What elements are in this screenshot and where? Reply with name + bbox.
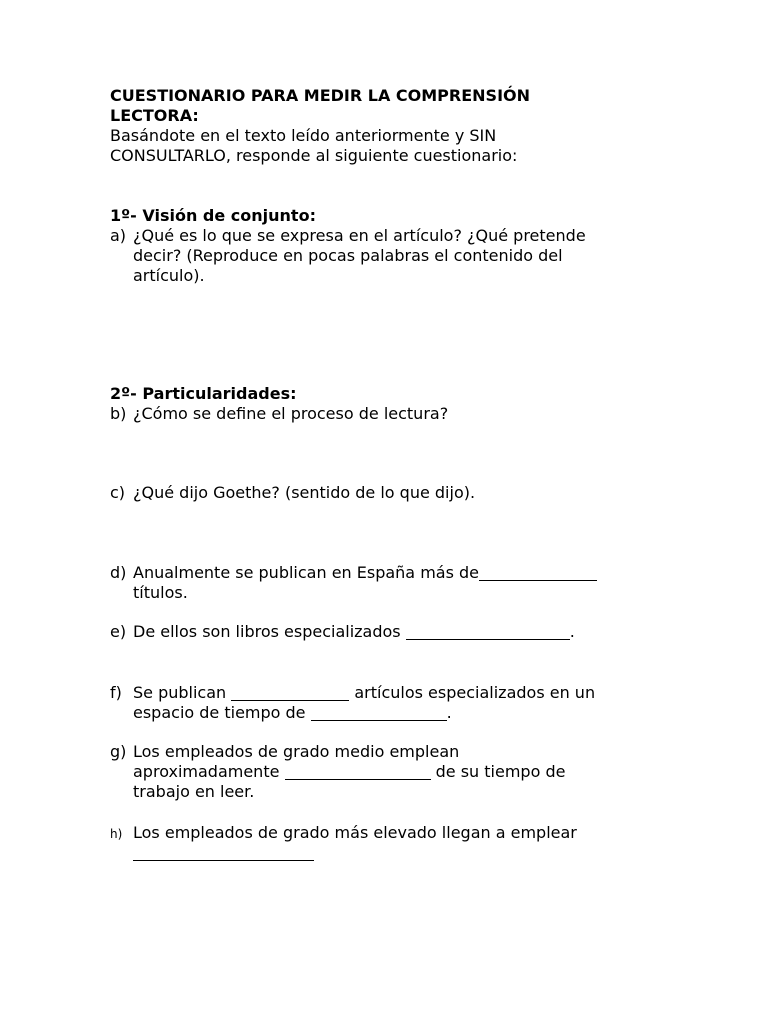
question-f-prefix: Se publican bbox=[133, 683, 232, 702]
question-f-marker: f) bbox=[110, 683, 122, 702]
question-c bbox=[110, 483, 655, 503]
answer-blank-f1[interactable] bbox=[231, 684, 349, 701]
question-d-prefix: Anualmente se publican en España más de bbox=[133, 563, 480, 582]
question-a-line-1: ¿Qué es lo que se expresa en el artículo? ¿Qué pretende bbox=[133, 226, 586, 245]
answer-blank-e[interactable] bbox=[406, 623, 570, 640]
section-1-heading: 1º- Visión de conjunto: bbox=[110, 206, 316, 225]
question-a-line-2: decir? (Reproduce en pocas palabras el contenido del bbox=[133, 246, 563, 265]
question-b-text: ¿Cómo se define el proceso de lectura? bbox=[133, 404, 449, 423]
question-e bbox=[110, 622, 655, 642]
answer-blank-f2[interactable] bbox=[311, 704, 447, 721]
question-c-marker: c) bbox=[110, 483, 126, 502]
question-b-marker: b) bbox=[110, 404, 127, 423]
question-h-text bbox=[133, 823, 655, 863]
question-h-marker: h) bbox=[110, 827, 123, 841]
question-e-prefix: De ellos son libros especializados bbox=[133, 622, 406, 641]
question-h bbox=[110, 823, 655, 863]
question-e-marker: e) bbox=[110, 622, 127, 641]
question-g-line-2 bbox=[133, 762, 655, 782]
question-h-line-2 bbox=[133, 843, 655, 863]
question-e-text bbox=[133, 622, 655, 642]
question-b bbox=[110, 404, 655, 424]
answer-blank-d[interactable] bbox=[479, 564, 597, 581]
questionnaire-title bbox=[110, 86, 670, 126]
answer-blank-g[interactable] bbox=[285, 763, 431, 780]
question-a-line-3: artículo). bbox=[133, 266, 205, 285]
question-f-line-2 bbox=[133, 703, 655, 723]
question-a-marker: a) bbox=[110, 226, 127, 245]
question-f-suffix: artículos especializados en un bbox=[349, 683, 596, 702]
question-d-text bbox=[133, 563, 655, 603]
question-f-line-2-suffix: . bbox=[446, 703, 452, 722]
question-a-text bbox=[133, 226, 655, 286]
question-g-text bbox=[133, 742, 655, 802]
question-g-line-2-prefix: aproximadamente bbox=[133, 762, 285, 781]
question-g bbox=[110, 742, 655, 802]
instructions-line-2: CONSULTARLO, responde al siguiente cuestionario: bbox=[110, 146, 518, 165]
question-h-line-1: Los empleados de grado más elevado llegan a emplear bbox=[133, 823, 577, 842]
instructions-line-1: Basándote en el texto leído anteriormente y SIN bbox=[110, 126, 497, 145]
answer-blank-h[interactable] bbox=[133, 844, 314, 861]
question-g-line-2-suffix: de su tiempo de bbox=[430, 762, 566, 781]
question-e-suffix: . bbox=[569, 622, 575, 641]
question-d-line-1 bbox=[133, 563, 655, 583]
question-f-line-2-prefix: espacio de tiempo de bbox=[133, 703, 311, 722]
question-g-marker: g) bbox=[110, 742, 127, 761]
question-g-line-1: Los empleados de grado medio emplean bbox=[133, 742, 460, 761]
question-f-text bbox=[133, 683, 655, 723]
question-d bbox=[110, 563, 655, 603]
question-f-line-1 bbox=[133, 683, 655, 703]
question-f bbox=[110, 683, 655, 723]
question-d-line-2: títulos. bbox=[133, 583, 188, 602]
title-line-2: LECTORA: bbox=[110, 106, 199, 125]
instructions bbox=[110, 126, 670, 166]
title-line-1: CUESTIONARIO PARA MEDIR LA COMPRENSIÓN bbox=[110, 86, 531, 105]
section-2-heading: 2º- Particularidades: bbox=[110, 384, 297, 403]
question-c-text: ¿Qué dijo Goethe? (sentido de lo que dijo). bbox=[133, 483, 476, 502]
question-d-marker: d) bbox=[110, 563, 127, 582]
question-a bbox=[110, 226, 655, 286]
question-g-line-3: trabajo en leer. bbox=[133, 782, 255, 801]
